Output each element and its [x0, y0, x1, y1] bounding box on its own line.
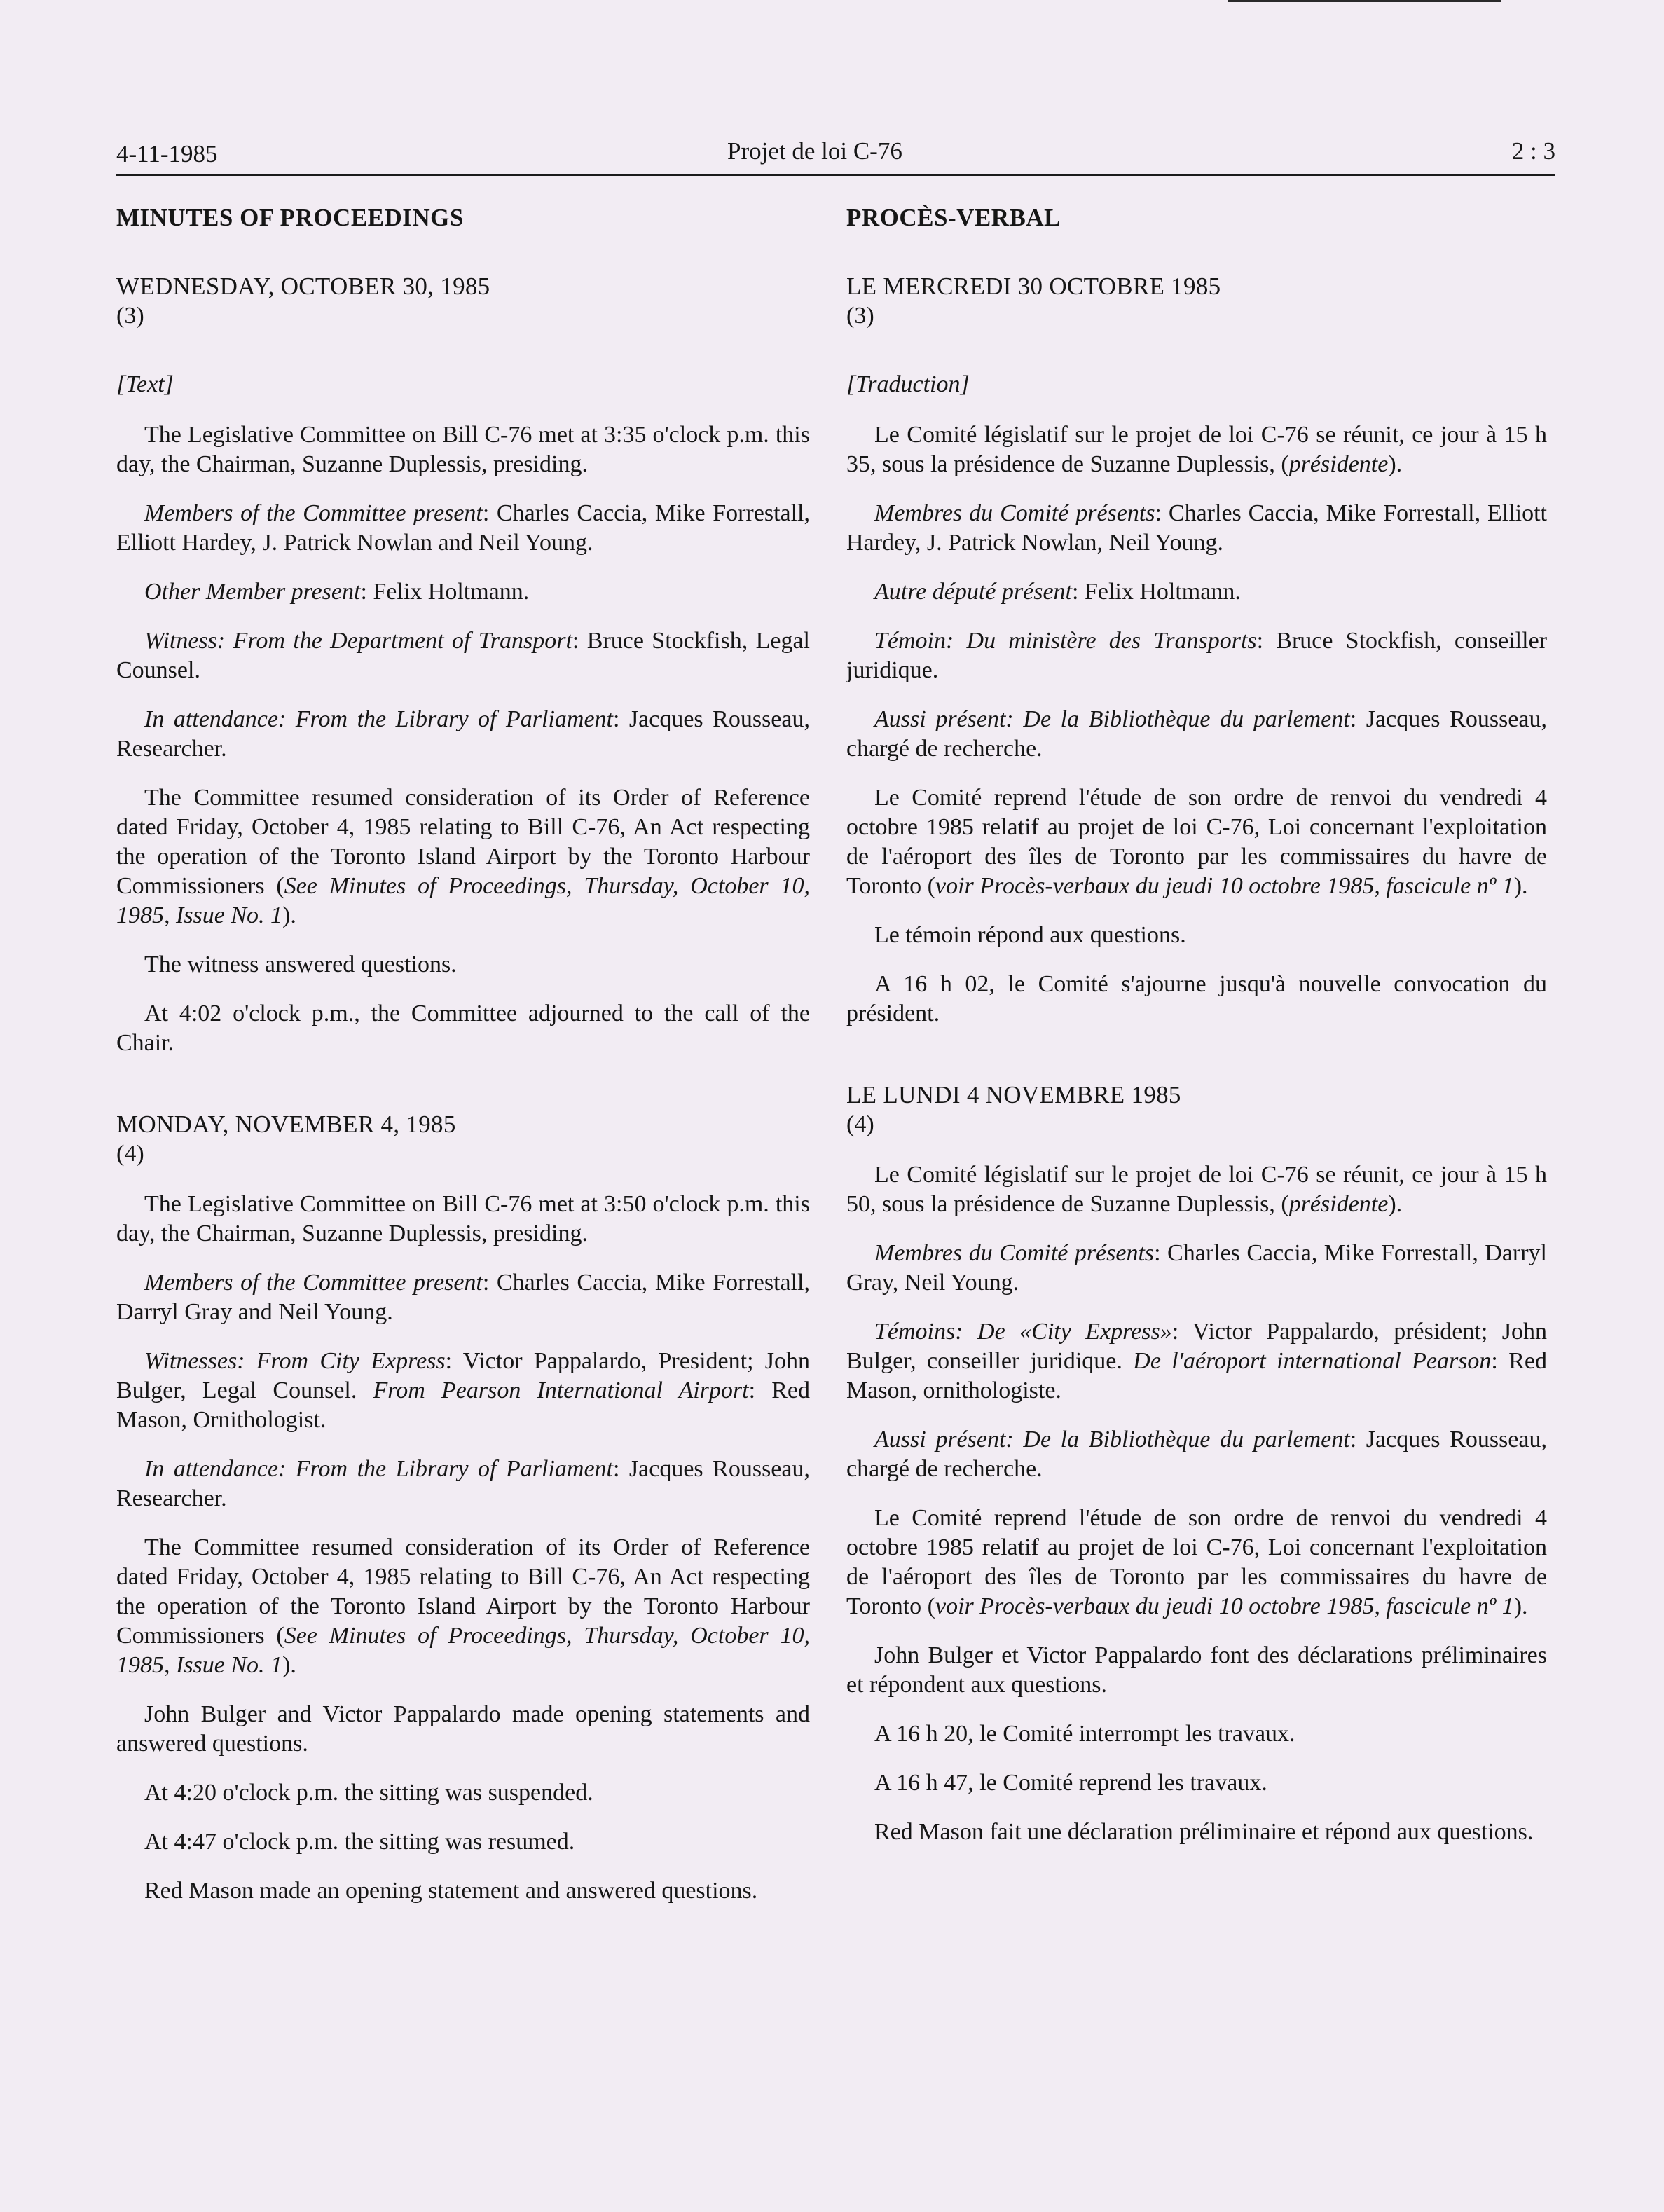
paragraph: Red Mason fait une déclaration préliminaire et répond aux questions.	[874, 1819, 1534, 1845]
paragraph: John Bulger et Victor Pappalardo font des déclarations préliminaires et répondent aux questions.	[846, 1642, 1547, 1698]
text-tag: [Text]	[116, 371, 174, 397]
paragraph: Other Member present: Felix Holtmann.	[144, 579, 530, 605]
paragraph: Aussi présent: De la Bibliothèque du parlement: Jacques Rousseau, chargé de recherche.	[846, 706, 1547, 762]
paragraph: Membres du Comité présents: Charles Caccia, Mike Forrestall, Elliott Hardey, J. Patrick Nowlan, Neil Young.	[846, 500, 1547, 556]
sitting-date: WEDNESDAY, OCTOBER 30, 1985	[116, 273, 490, 300]
sitting-date: MONDAY, NOVEMBER 4, 1985	[116, 1111, 456, 1138]
paragraph: The Legislative Committee on Bill C-76 met at 3:35 o'clock p.m. this day, the Chairman, Suzanne Duplessis, presiding.	[116, 422, 810, 477]
translation-tag: [Traduction]	[846, 371, 970, 397]
header-title: Projet de loi C-76	[727, 137, 902, 165]
paragraph: At 4:47 o'clock p.m. the sitting was resumed.	[144, 1829, 575, 1855]
paragraph: Autre député présent: Felix Holtmann.	[874, 579, 1241, 605]
paragraph: The Legislative Committee on Bill C-76 met at 3:50 o'clock p.m. this day, the Chairman, Suzanne Duplessis, presiding.	[116, 1191, 810, 1246]
sitting-number: (4)	[846, 1111, 874, 1137]
sitting-date: LE MERCREDI 30 OCTOBRE 1985	[846, 273, 1221, 300]
paragraph: Witnesses: From City Express: Victor Pappalardo, President; John Bulger, Legal Counsel. From Pearson International Airport: Red Mason, Ornithologist.	[116, 1348, 810, 1433]
paragraph: A 16 h 47, le Comité reprend les travaux.	[874, 1770, 1267, 1796]
top-edge-rule	[1228, 0, 1501, 2]
header-date: 4-11-1985	[116, 140, 218, 167]
sitting-number: (3)	[116, 303, 144, 329]
paragraph: Members of the Committee present: Charles Caccia, Mike Forrestall, Darryl Gray and Neil Young.	[116, 1270, 810, 1325]
paragraph: At 4:20 o'clock p.m. the sitting was suspended.	[144, 1780, 593, 1806]
paragraph: Le Comité reprend l'étude de son ordre de renvoi du vendredi 4 octobre 1985 relatif au projet de loi C-76, Loi concernant l'exploitation de l'aéroport des îles de Toronto par les commissaires du havre de Toronto (voir Procès-verbaux du jeudi 10 octobre 1985, fascicule nº 1).	[846, 785, 1547, 899]
sitting-number: (3)	[846, 303, 874, 329]
sitting-number: (4)	[116, 1141, 144, 1167]
paragraph: Le Comité reprend l'étude de son ordre de renvoi du vendredi 4 octobre 1985 relatif au projet de loi C-76, Loi concernant l'exploitation de l'aéroport des îles de Toronto par les commissaires du havre de Toronto (voir Procès-verbaux du jeudi 10 octobre 1985, fascicule nº 1).	[846, 1505, 1547, 1619]
paragraph: The Committee resumed consideration of its Order of Reference dated Friday, October 4, 1985 relating to Bill C-76, An Act respecting the operation of the Toronto Island Airport by the Toronto Harbour Commissioners (See Minutes of Proceedings, Thursday, October 10, 1985, Issue No. 1).	[116, 785, 810, 928]
paragraph: The witness answered questions.	[144, 952, 457, 977]
paragraph: Members of the Committee present: Charles Caccia, Mike Forrestall, Elliott Hardey, J. Patrick Nowlan and Neil Young.	[116, 500, 810, 556]
paragraph: John Bulger and Victor Pappalardo made opening statements and answered questions.	[116, 1701, 810, 1757]
paragraph: A 16 h 02, le Comité s'ajourne jusqu'à nouvelle convocation du président.	[846, 971, 1547, 1026]
paragraph: At 4:02 o'clock p.m., the Committee adjourned to the call of the Chair.	[116, 1001, 810, 1056]
paragraph: Aussi présent: De la Bibliothèque du parlement: Jacques Rousseau, chargé de recherche.	[846, 1427, 1547, 1482]
english-column	[116, 203, 810, 1925]
page-header	[116, 130, 1555, 174]
paragraph: Le Comité législatif sur le projet de loi C-76 se réunit, ce jour à 15 h 35, sous la présidence de Suzanne Duplessis, (présidente).	[846, 422, 1547, 477]
header-rule	[116, 174, 1555, 176]
english-heading: MINUTES OF PROCEEDINGS	[116, 204, 464, 231]
paragraph: Le Comité législatif sur le projet de loi C-76 se réunit, ce jour à 15 h 50, sous la présidence de Suzanne Duplessis, (présidente).	[846, 1162, 1547, 1217]
paragraph: Témoins: De «City Express»: Victor Pappalardo, président; John Bulger, conseiller juridique. De l'aéroport international Pearson: Red Mason, ornithologiste.	[846, 1319, 1548, 1403]
paragraph: Témoin: Du ministère des Transports: Bruce Stockfish, conseiller juridique.	[846, 628, 1547, 683]
paragraph: The Committee resumed consideration of its Order of Reference dated Friday, October 4, 1985 relating to Bill C-76, An Act respecting the operation of the Toronto Island Airport by the Toronto Harbour Commissioners (See Minutes of Proceedings, Thursday, October 10, 1985, Issue No. 1).	[116, 1534, 810, 1678]
paragraph: In attendance: From the Library of Parliament: Jacques Rousseau, Researcher.	[116, 1456, 810, 1511]
paragraph: In attendance: From the Library of Parliament: Jacques Rousseau, Researcher.	[116, 706, 810, 762]
french-column	[846, 203, 1547, 1867]
paragraph: Le témoin répond aux questions.	[874, 922, 1186, 948]
paragraph: Witness: From the Department of Transport: Bruce Stockfish, Legal Counsel.	[116, 628, 810, 683]
header-page-number: 2 : 3	[1511, 137, 1555, 165]
paragraph: Membres du Comité présents: Charles Caccia, Mike Forrestall, Darryl Gray, Neil Young.	[846, 1240, 1548, 1296]
paragraph: A 16 h 20, le Comité interrompt les travaux.	[874, 1721, 1295, 1747]
paragraph: Red Mason made an opening statement and answered questions.	[144, 1878, 758, 1904]
sitting-date: LE LUNDI 4 NOVEMBRE 1985	[846, 1081, 1181, 1108]
french-heading: PROCÈS-VERBAL	[846, 204, 1061, 231]
